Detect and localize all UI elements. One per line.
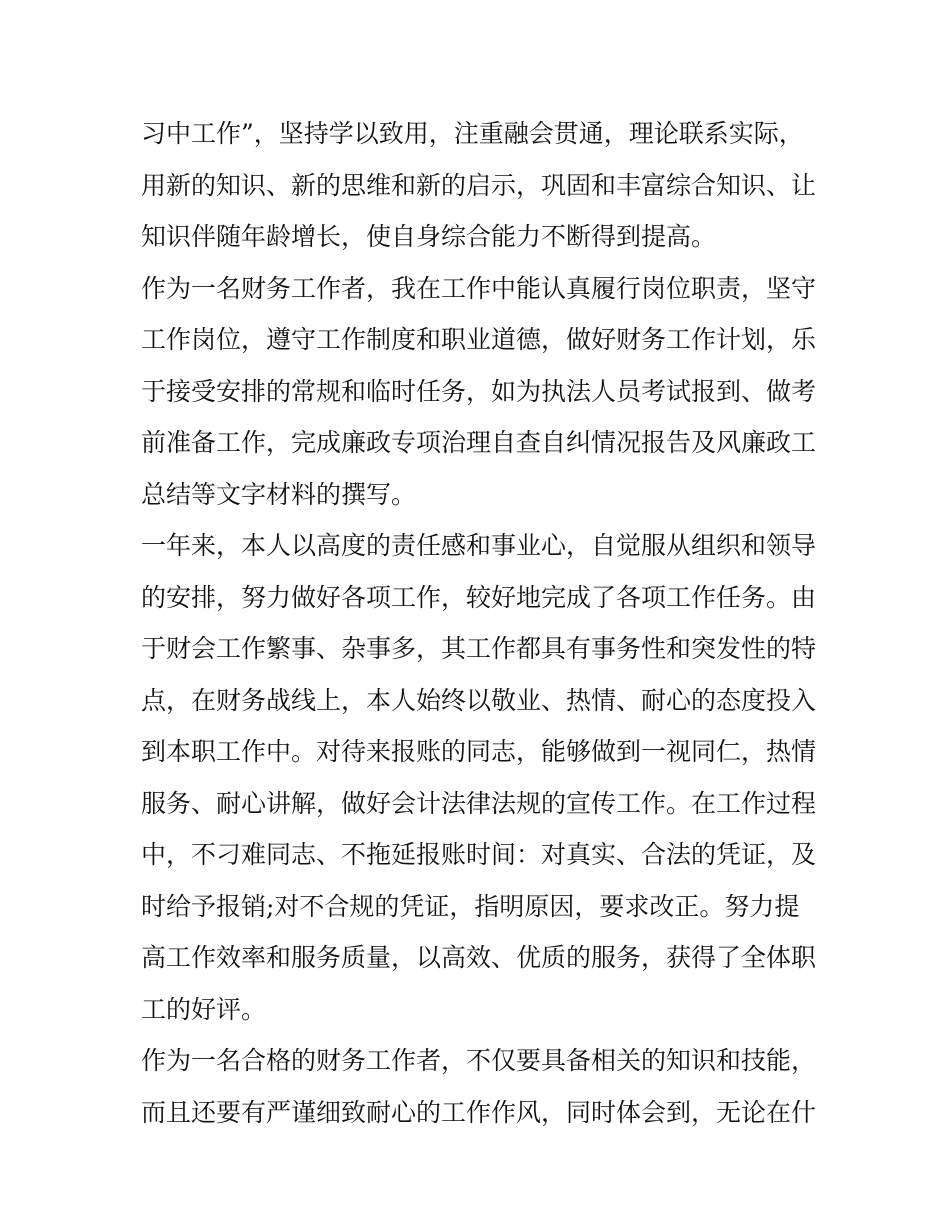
text-line: 于接受安排的常规和临时任务，如为执法人员考试报到、做考	[141, 376, 817, 406]
text-line: 总结等文字材料的撰写。	[141, 479, 417, 509]
text-line: 服务、耐心讲解，做好会计法律法规的宣传工作。在工作过程	[141, 788, 817, 818]
text-line: 到本职工作中。对待来报账的同志，能够做到一视同仁，热情	[141, 737, 817, 766]
document-body	[141, 108, 821, 1138]
text-line: 一年来，本人以高度的责任感和事业心，自觉服从组织和领导	[141, 531, 817, 560]
text-line: 前准备工作，完成廉政专项治理自查自纠情况报告及风廉政工	[141, 428, 817, 457]
text-line: 习中工作”，坚持学以致用，注重融会贯通，理论联系实际，	[141, 119, 804, 148]
text-line: 点，在财务战线上，本人始终以敬业、热情、耐心的态度投入	[141, 685, 817, 715]
text-line: 中，不刁难同志、不拖延报账时间：对真实、合法的凭证，及	[141, 840, 817, 869]
text-line: 用新的知识、新的思维和新的启示，巩固和丰富综合知识、让	[141, 170, 817, 200]
text-line: 高工作效率和服务质量，以高效、优质的服务，获得了全体职	[141, 943, 817, 972]
text-line: 工的好评。	[141, 994, 267, 1024]
text-line: 时给予报销;对不合规的凭证，指明原因，要求改正。努力提	[141, 891, 800, 921]
text-line: 于财会工作繁事、杂事多，其工作都具有事务性和突发性的特	[141, 634, 817, 663]
text-line: 知识伴随年龄增长，使自身综合能力不断得到提高。	[141, 222, 717, 251]
text-line: 工作岗位，遵守工作制度和职业道德，做好财务工作计划，乐	[141, 325, 817, 354]
text-line: 作为一名合格的财务工作者，不仅要具备相关的知识和技能，	[141, 1046, 817, 1075]
text-line: 作为一名财务工作者，我在工作中能认真履行岗位职责，坚守	[141, 273, 817, 303]
text-line: 而且还要有严谨细致耐心的工作作风，同时体会到，无论在什	[141, 1097, 817, 1127]
text-line: 的安排，努力做好各项工作，较好地完成了各项工作任务。由	[141, 582, 817, 612]
